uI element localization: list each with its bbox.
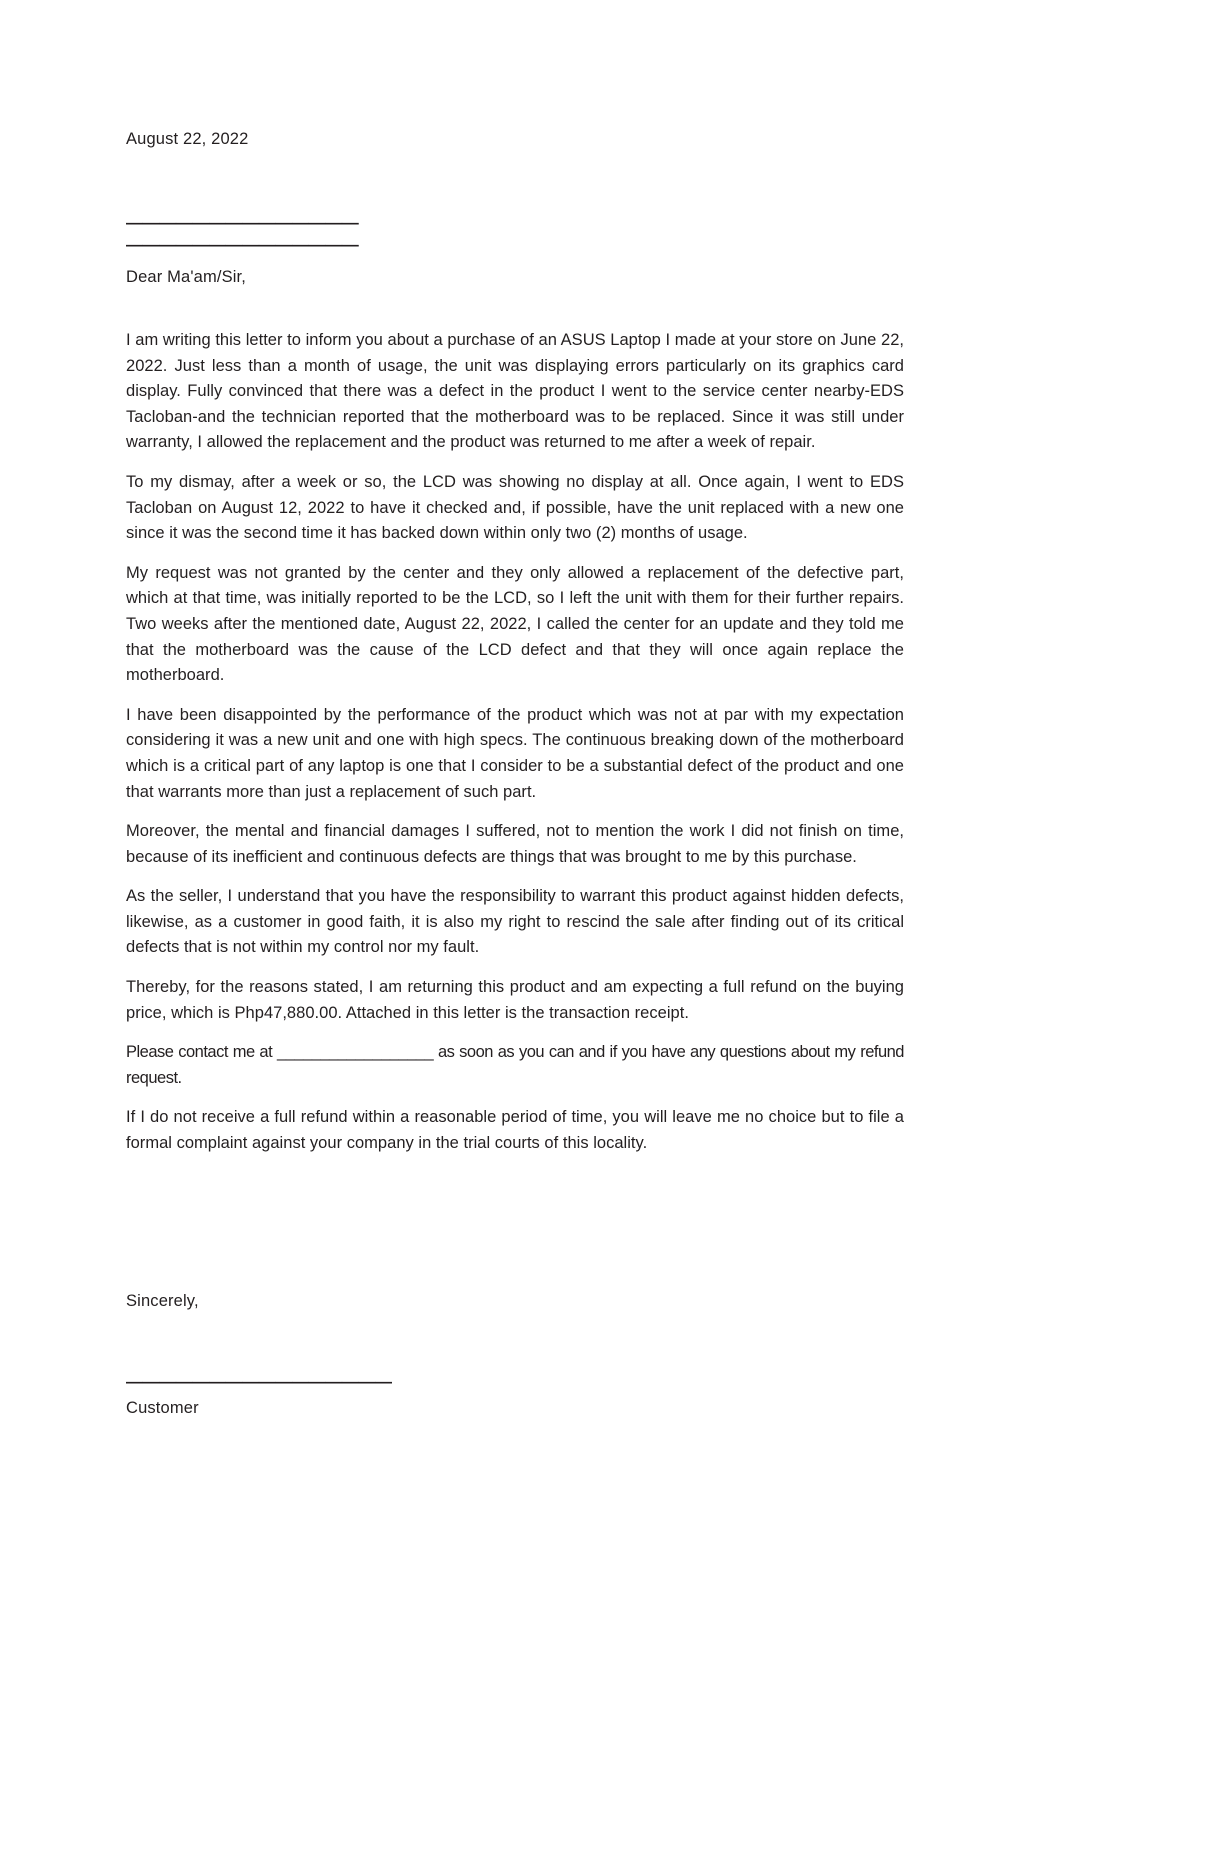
paragraph-legal-warning: If I do not receive a full refund within a reasonable period of time, you will leave me no choice but to file a formal complaint against your company in the trial courts of this locality. bbox=[126, 1108, 904, 1153]
letter-body bbox=[126, 328, 904, 1157]
paragraph-purchase-report: I am writing this letter to inform you about a purchase of an ASUS Laptop I made at your store on June 22, 2022. Just less than a month of usage, the unit was displaying errors particularly on its graphics card display. Fully convinced that there was a defect in the product I went to the service center nearby-EDS Tacloban-and the technician reported that the motherboard was to be replaced. Since it was still under warranty, I allowed the replacement and the product was returned to me after a week of repair. bbox=[126, 331, 904, 452]
letter-closing-block bbox=[126, 1290, 526, 1420]
address-blank-line-1: —————————————— bbox=[126, 213, 359, 232]
salutation: Dear Ma'am/Sir, bbox=[126, 268, 247, 286]
paragraph-seller-responsibility: As the seller, I understand that you have the responsibility to warrant this product against hidden defects, likewise, as a customer in good faith, it is also my right to rescind the sale after finding out of its critical defects that is not within my control nor my fault. bbox=[126, 887, 904, 957]
recipient-address-blanks bbox=[126, 212, 426, 256]
paragraph-request-denied: My request was not granted by the center and they only allowed a replacement of the defective part, which at that time, was initially reported to be the LCD, so I left the unit with them for their further repairs. Two weeks after the mentioned date, August 22, 2022, I called the center for an update and they told me that the motherboard was the cause of the LCD defect and that they will once again replace the motherboard. bbox=[126, 563, 904, 685]
paragraph-lcd-failure: To my dismay, after a week or so, the LCD was showing no display at all. Once again, I went to EDS Tacloban on August 12, 2022 to have it checked and, if possible, have the unit replaced with a new one since it was the second time it has backed down within only two (2) months of usage. bbox=[126, 472, 904, 543]
address-blank-line-2: —————————————— bbox=[126, 235, 359, 254]
paragraph-disappointment: I have been disappointed by the performance of the product which was not at par with my expectation considering it was a new unit and one with high specs. The continuous breaking down of the motherboard which is a critical part of any laptop is one that I consider to be a substantial defect of the product and one that warrants more than just a replacement of such part. bbox=[126, 705, 904, 801]
signature-line: ———————————————— bbox=[126, 1372, 392, 1392]
paragraph-contact-request: Please contact me at __________________ as soon as you can and if you have any questions about my refund request. bbox=[126, 1043, 904, 1087]
signer-label: Customer bbox=[126, 1399, 199, 1418]
paragraph-refund-demand: Thereby, for the reasons stated, I am returning this product and am expecting a full refund on the buying price, which is Php47,880.00. Attached in this letter is the transaction receipt. bbox=[126, 978, 904, 1022]
letter-date: August 22, 2022 bbox=[126, 130, 249, 148]
valediction: Sincerely, bbox=[126, 1292, 199, 1310]
paragraph-damages: Moreover, the mental and financial damages I suffered, not to mention the work I did not finish on time, because of its inefficient and continuous defects are things that was brought to me by this purchase. bbox=[126, 822, 904, 866]
